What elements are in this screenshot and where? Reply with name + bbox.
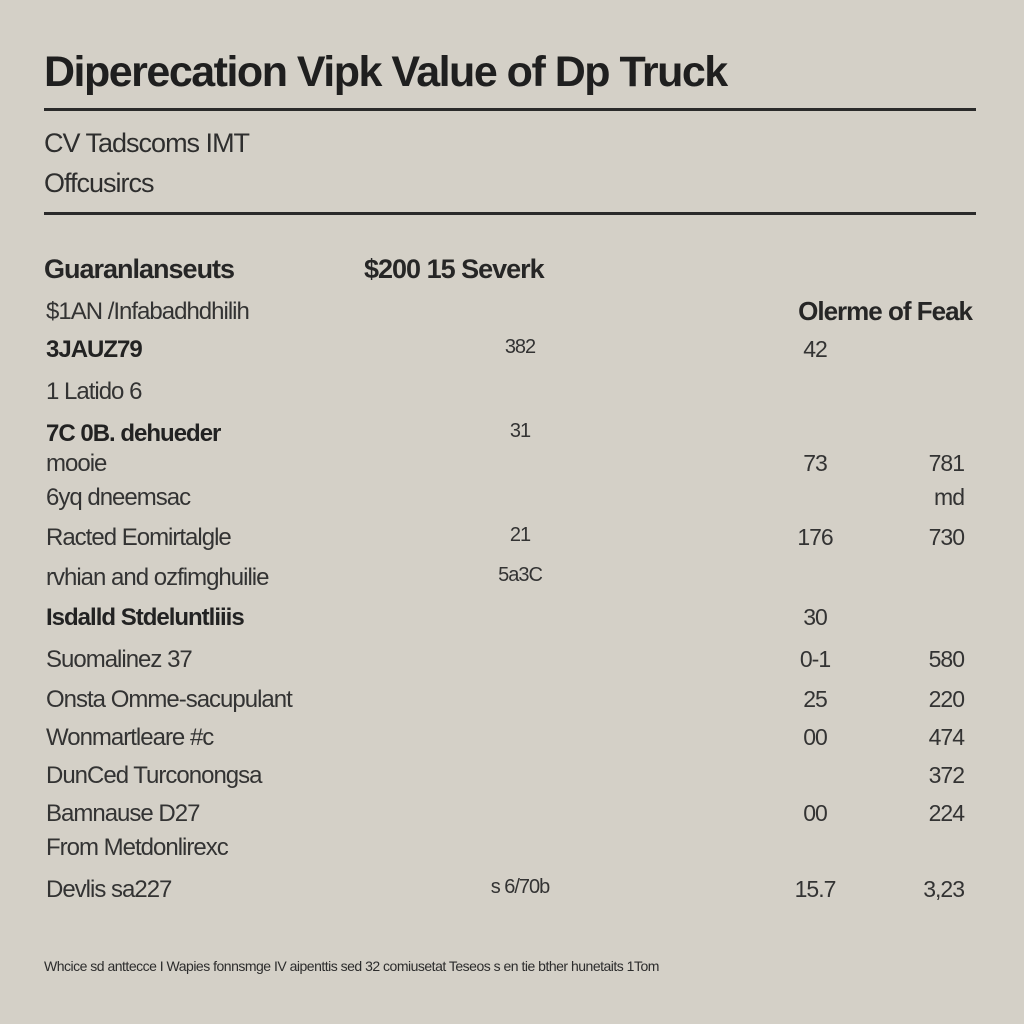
row-value-c1: 5a3C <box>498 564 542 586</box>
row-value-c3: 474 <box>928 724 964 750</box>
row-label: DunCed Turconongsa <box>46 762 262 789</box>
row-value-c2: 00 <box>803 724 827 750</box>
row-value-c3: 372 <box>928 762 964 788</box>
row-label: 1 Latido 6 <box>46 378 142 405</box>
table-row <box>0 686 1024 722</box>
table-row <box>0 450 1024 486</box>
table-row <box>0 876 1024 912</box>
row-value-c2: 42 <box>803 336 827 362</box>
row-label: $1AN /Infabadhdhilih <box>46 298 249 325</box>
row-value-c2: 176 <box>797 524 833 550</box>
row-value-c2: 30 <box>803 604 827 630</box>
table-row <box>0 298 1024 334</box>
row-label: 6yq dneemsac <box>46 484 191 511</box>
section-rule <box>44 212 976 215</box>
table-row <box>0 646 1024 682</box>
row-label: Suomalinez 37 <box>46 646 192 673</box>
table-row <box>0 834 1024 870</box>
title-rule <box>44 108 976 111</box>
section-title: Guaranlanseuts <box>44 254 235 284</box>
row-label: Isdalld Stdeluntliiis <box>46 604 244 631</box>
row-value-c3: 580 <box>928 646 964 672</box>
table-row <box>0 604 1024 640</box>
row-value-c3: 781 <box>928 450 964 476</box>
row-value-c3: 220 <box>928 686 964 712</box>
table-row <box>0 724 1024 760</box>
row-label: From Metdonlirexc <box>46 834 228 861</box>
section-value: $200 15 Severk <box>364 254 544 284</box>
row-value-c1: 31 <box>509 420 531 442</box>
table-row <box>0 336 1024 372</box>
row-label: mooie <box>46 450 107 477</box>
row-label: Onsta Omme-sacupulant <box>46 686 292 713</box>
row-label: rvhian and ozfimghuilie <box>46 564 269 591</box>
row-value-c1: 21 <box>509 524 531 546</box>
row-value-c2: 73 <box>803 450 827 476</box>
row-value-c2: 25 <box>803 686 827 712</box>
row-label: Devlis sa227 <box>46 876 172 903</box>
row-value-c1: s 6/70b <box>490 876 550 898</box>
row-label: Racted Eomirtalgle <box>46 524 231 551</box>
row-value-c3: md <box>934 484 964 510</box>
subheading-line-1: CV Tadscoms IMT <box>44 128 250 158</box>
row-label: Bamnause D27 <box>46 800 200 827</box>
column-header: Olerme of Feak <box>798 296 972 326</box>
table-row <box>0 484 1024 520</box>
row-value-c2: 15.7 <box>794 876 836 902</box>
table-row <box>0 762 1024 798</box>
footnote: Whcice sd anttecce I Wapies fonnsmge IV aipenttis sed 32 comiusetat Teseos s en tie bther hunetaits 1Tom <box>44 958 659 974</box>
table-row <box>0 378 1024 414</box>
row-value-c2: 00 <box>803 800 827 826</box>
row-value-c1: 382 <box>504 336 536 358</box>
document-title: Diperecation Vipk Value of Dp Truck <box>44 48 727 96</box>
row-value-c3: 730 <box>928 524 964 550</box>
table-row <box>0 524 1024 560</box>
subheading-line-2: Offcusircs <box>44 168 154 198</box>
row-value-c3: 3,23 <box>923 876 964 902</box>
row-label: Wonmartleare #c <box>46 724 214 751</box>
row-value-c3: 224 <box>928 800 964 826</box>
table-row <box>0 800 1024 836</box>
row-label: 7C 0B. dehueder <box>46 420 221 447</box>
table-row <box>0 564 1024 600</box>
row-label: 3JAUZ79 <box>46 336 142 363</box>
row-value-c2: 0-1 <box>799 646 831 672</box>
